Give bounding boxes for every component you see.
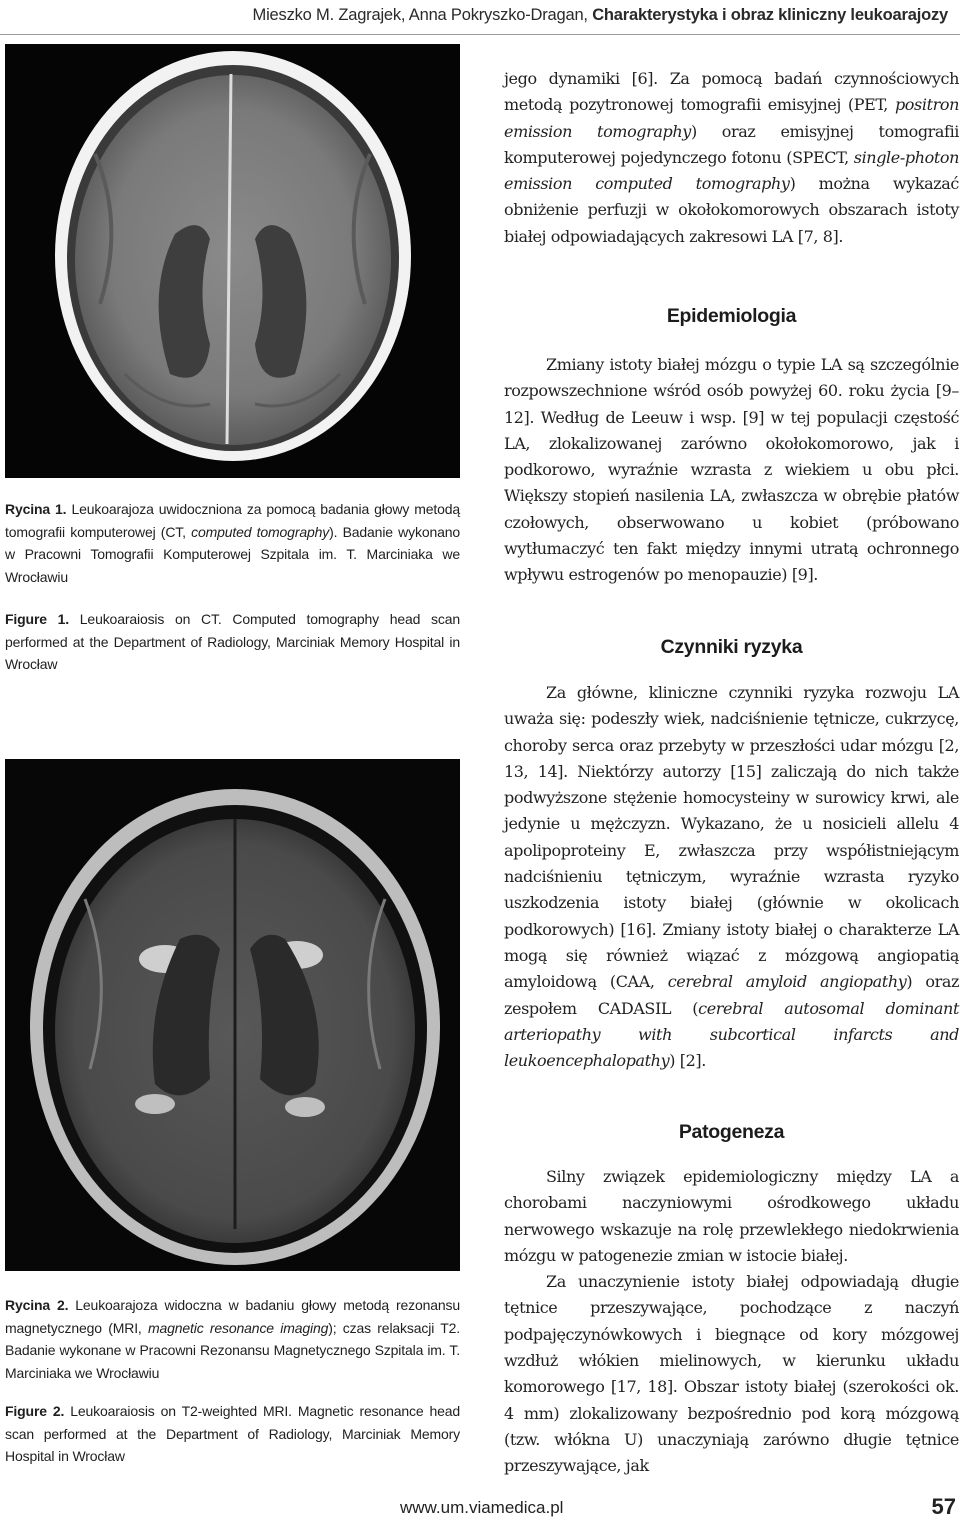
header-authors: Mieszko M. Zagrajek, Anna Pokryszko-Dragan, bbox=[252, 6, 593, 24]
intro-paragraph: jego dynamiki [6]. Za pomocą badań czynnościowych metodą pozytronowej tomografii emisyjnej (PET, positron emission tomography) oraz emisyjnej tomografii komputerowej pojedynczego fotonu (SPECT, single-photon emission computed tomography) można wykazać obniżenie perfuzji w okołokomorowych obszarach istoty białej odpowiadających zakresowi LA [7, 8]. bbox=[504, 69, 960, 246]
figure-2-mri-image bbox=[5, 759, 460, 1271]
header-divider bbox=[0, 34, 960, 35]
section-heading-risk-factors: Czynniki ryzyka bbox=[660, 636, 803, 658]
figure-1-caption-en: Figure 1. Leukoaraiosis on CT. Computed tomography head scan performed at the Department of Radiology, Marciniak Memory Hospital in Wrocław bbox=[5, 611, 460, 672]
mri-scan-graphic bbox=[5, 759, 460, 1271]
risk-factors-paragraph: Za główne, kliniczne czynniki ryzyka rozwoju LA uważa się: podeszły wiek, nadciśnienie tętnicze, cukrzycę, choroby serca oraz przebyty w przeszłości udar mózgu [2, 13, 14]. Niektórzy autorzy [15] zaliczają do nich także podwyższone stężenie homocysteiny w surowicy krwi, ale jedynie u mężczyzn. Wykazano, że u nosicieli allelu 4 apolipoproteiny E, zwłaszcza przy współistniejącym nadciśnieniu tętniczym, wyraźnie wzrasta ryzyko uszkodzenia istoty białej (głównie w okolicach podkorowych) [16]. Zmiany istoty białej o charakterze LA mogą się również wiązać z mózgową angiopatią amyloidową (CAA, cerebral amyloid angiopathy) oraz zespołem CADASIL (cerebral autosomal dominant arteriopathy with subcortical infarcts and leukoencephalopathy) [2]. bbox=[504, 683, 960, 1071]
figure-1-caption-pl: Rycina 1. Leukoarajoza uwidoczniona za pomocą badania głowy metodą tomografii komputerowej (CT, computed tomography). Badanie wykonano w Pracowni Tomografii Komputerowej Szpitala im. T. Marciniaka we Wrocławiu bbox=[5, 501, 461, 585]
caption-label: Figure 1. bbox=[5, 611, 70, 627]
epidemiology-paragraph: Zmiany istoty białej mózgu o typie LA są szczególnie rozpowszechnione wśród osób powyżej 60. roku życia [9–12]. Według de Leeuw i wsp. [9] w tej populacji częstość LA, zlokalizowanej zarówno okołokomorowo, jak i podkorowo, wyraźnie wzrasta z wiekiem u obu płci. Większy stopień nasilenia LA, zwłaszcza w obrębie płatów czołowych, obserwowano u kobiet (próbowano wytłumaczyć ten fakt między innymi utratą ochronnego wpływu estrogenów po menopauzie) [9]. bbox=[504, 355, 959, 585]
caption-label: Figure 2. bbox=[5, 1403, 65, 1419]
pathogenesis-paragraph-1: Silny związek epidemiologiczny między LA a chorobami naczyniowymi ośrodkowego układu nerwowego wskazuje na rolę przewlekłego niedokrwienia mózgu w patogenezie zmian w istocie białej. bbox=[504, 1167, 959, 1265]
figure-2-caption-pl: Rycina 2. Leukoarajoza widoczna w badaniu głowy metodą rezonansu magnetycznego (MRI, magnetic resonance imaging); czas relaksacji T2. Badanie wykonane w Pracowni Rezonansu Magnetycznego Szpitala im. T. Marciniaka we Wrocławiu bbox=[5, 1297, 460, 1381]
running-header bbox=[0, 0, 948, 34]
header-title: Charakterystyka i obraz kliniczny leukoarajozy bbox=[592, 6, 948, 24]
pathogenesis-text bbox=[504, 1164, 959, 1480]
figure-2-caption-en: Figure 2. Leukoaraiosis on T2-weighted MRI. Magnetic resonance head scan performed at the Department of Radiology, Marciniak Memory Hospital in Wrocław bbox=[5, 1403, 461, 1464]
caption-label: Rycina 1. bbox=[5, 501, 67, 517]
section-heading-pathogenesis: Patogeneza bbox=[678, 1121, 785, 1143]
page-number: 57 bbox=[931, 1494, 956, 1519]
section-heading-epidemiology: Epidemiologia bbox=[666, 305, 797, 327]
ct-scan-graphic bbox=[5, 44, 460, 478]
caption-label: Rycina 2. bbox=[5, 1297, 69, 1313]
pathogenesis-paragraph-2: Za unaczynienie istoty białej odpowiadają długie tętnice przeszywające, pochodzące z naczyń podpajęczynówkowych i biegnące od kory mózgowej wzdłuż włókien mielinowych, w kierunku układu komorowego [17, 18]. Obszar istoty białej (szerokości ok. 4 mm) zlokalizowany bezpośrednio pod korą mózgową (tzw. włókna U) unaczyniają zarówno długie tętnice przeszywające, jak bbox=[504, 1272, 959, 1476]
footer-url: www.um.viamedica.pl bbox=[400, 1498, 564, 1517]
figure-1-ct-image bbox=[5, 44, 460, 478]
